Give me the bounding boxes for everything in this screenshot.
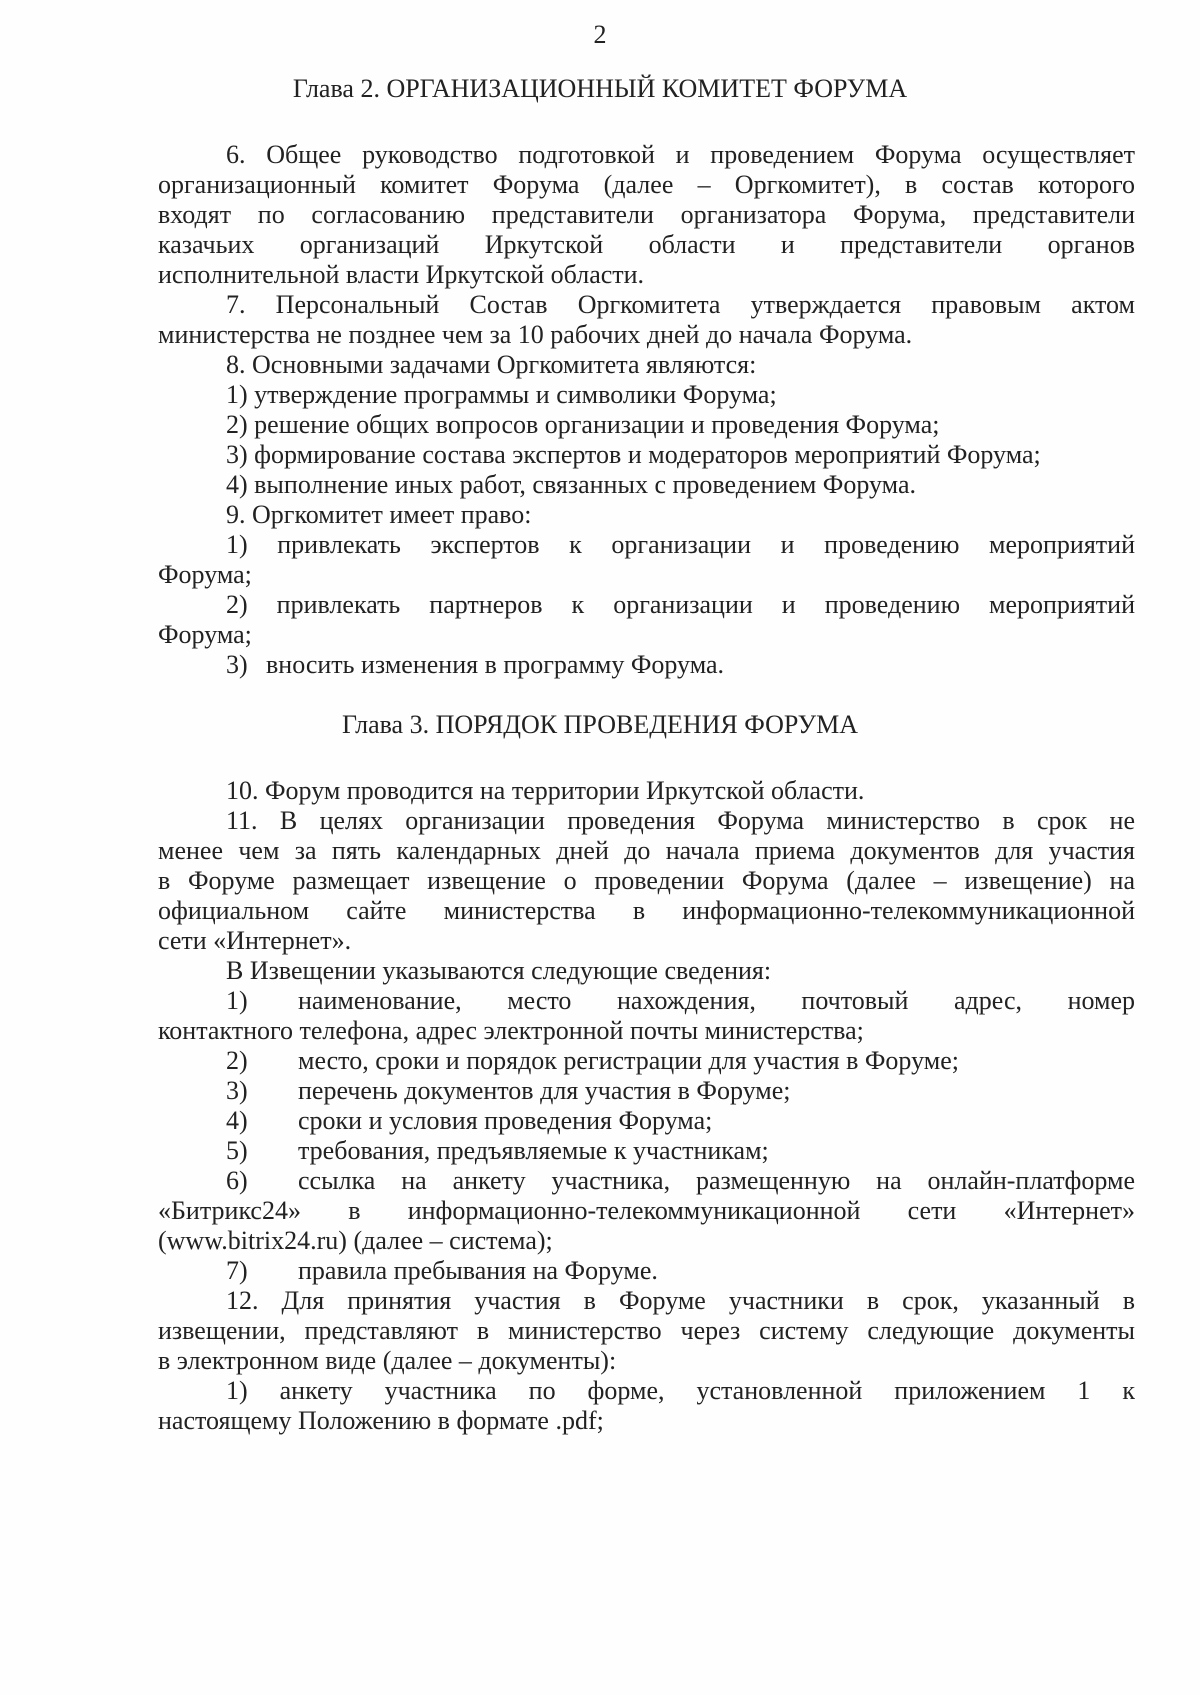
- paragraph-8-item-2: 2) решение общих вопросов организации и проведения Форума;: [226, 410, 940, 439]
- chapter-2-title: Глава 2. ОРГАНИЗАЦИОННЫЙ КОМИТЕТ ФОРУМА: [292, 74, 908, 103]
- paragraph-9-item-3-number: 3): [226, 650, 248, 679]
- notice-item-7-number: 7): [226, 1256, 248, 1285]
- paragraph-12-line-3: в электронном виде (далее – документы):: [158, 1346, 617, 1375]
- notice-item-7: [226, 1256, 1135, 1286]
- page-number: 2: [593, 20, 607, 49]
- paragraph-6-line-3: входят по согласованию представители организатора Форума, представители: [158, 200, 1135, 229]
- notice-item-5-number: 5): [226, 1136, 248, 1165]
- notice-item-1-number: 1): [226, 986, 248, 1015]
- paragraph-6-line-5: исполнительной власти Иркутской области.: [158, 260, 645, 289]
- notice-item-3-number: 3): [226, 1076, 248, 1105]
- notice-item-6-line-3: (www.bitrix24.ru) (далее – система);: [158, 1226, 553, 1255]
- notice-item-2: [226, 1046, 1135, 1076]
- paragraph-7-line-1: 7. Персональный Состав Оргкомитета утверждается правовым актом: [226, 290, 1135, 319]
- notice-intro: В Извещении указываются следующие сведения:: [226, 956, 772, 985]
- notice-item-4: [226, 1106, 1135, 1136]
- notice-item-1-text: наименование, место нахождения, почтовый адрес, номер: [298, 986, 1135, 1015]
- notice-item-5-text: требования, предъявляемые к участникам;: [298, 1136, 769, 1165]
- notice-item-6-line-2: «Битрикс24» в информационно-телекоммуникационной сети «Интернет»: [158, 1196, 1135, 1225]
- paragraph-11-line-1: 11. В целях организации проведения Форума министерство в срок не: [226, 806, 1135, 835]
- paragraph-12-item-1-line-1: 1) анкету участника по форме, установленной приложением 1 к: [226, 1376, 1135, 1405]
- paragraph-11-line-3: в Форуме размещает извещение о проведении Форума (далее – извещение) на: [158, 866, 1135, 895]
- notice-item-7-text: правила пребывания на Форуме.: [298, 1256, 658, 1285]
- notice-item-3-text: перечень документов для участия в Форуме;: [298, 1076, 791, 1105]
- paragraph-11-line-4: официальном сайте министерства в информационно-телекоммуникационной: [158, 896, 1135, 925]
- notice-item-1-line-1: [226, 986, 1135, 1016]
- paragraph-12-line-1: 12. Для принятия участия в Форуме участники в срок, указанный в: [226, 1286, 1135, 1315]
- paragraph-11-line-5: сети «Интернет».: [158, 926, 352, 955]
- paragraph-6-line-4: казачьих организаций Иркутской области и представители органов: [158, 230, 1135, 259]
- paragraph-9-item-3: [226, 650, 1135, 680]
- paragraph-9: 9. Оргкомитет имеет право:: [226, 500, 532, 529]
- paragraph-10: 10. Форум проводится на территории Иркутской области.: [226, 776, 865, 805]
- paragraph-7-line-2: министерства не позднее чем за 10 рабочих дней до начала Форума.: [158, 320, 913, 349]
- notice-item-2-number: 2): [226, 1046, 248, 1075]
- notice-item-3: [226, 1076, 1135, 1106]
- notice-item-6-line-1: [226, 1166, 1135, 1196]
- paragraph-9-item-1-line-2: Форума;: [158, 560, 252, 589]
- paragraph-12-line-2: извещении, представляют в министерство через систему следующие документы: [158, 1316, 1135, 1345]
- chapter-3-title: Глава 3. ПОРЯДОК ПРОВЕДЕНИЯ ФОРУМА: [342, 710, 858, 739]
- paragraph-8-item-3: 3) формирование состава экспертов и модераторов мероприятий Форума;: [226, 440, 1041, 469]
- paragraph-9-item-1-line-1: 1) привлекать экспертов к организации и проведению мероприятий: [226, 530, 1135, 559]
- notice-item-6-text: ссылка на анкету участника, размещенную на онлайн-платформе: [298, 1166, 1135, 1195]
- paragraph-8-item-1: 1) утверждение программы и символики Форума;: [226, 380, 777, 409]
- paragraph-8: 8. Основными задачами Оргкомитета являются:: [226, 350, 757, 379]
- notice-item-4-number: 4): [226, 1106, 248, 1135]
- paragraph-8-item-4: 4) выполнение иных работ, связанных с проведением Форума.: [226, 470, 916, 499]
- paragraph-6-line-2: организационный комитет Форума (далее – Оргкомитет), в состав которого: [158, 170, 1135, 199]
- paragraph-9-item-3-text: вносить изменения в программу Форума.: [266, 650, 725, 679]
- notice-item-5: [226, 1136, 1135, 1166]
- notice-item-4-text: сроки и условия проведения Форума;: [298, 1106, 713, 1135]
- paragraph-11-line-2: менее чем за пять календарных дней до начала приема документов для участия: [158, 836, 1135, 865]
- paragraph-9-item-2-line-1: 2) привлекать партнеров к организации и проведению мероприятий: [226, 590, 1135, 619]
- notice-item-6-number: 6): [226, 1166, 248, 1195]
- paragraph-9-item-2-line-2: Форума;: [158, 620, 252, 649]
- notice-item-1-line-2: контактного телефона, адрес электронной почты министерства;: [158, 1016, 864, 1045]
- notice-item-2-text: место, сроки и порядок регистрации для участия в Форуме;: [298, 1046, 959, 1075]
- paragraph-6-line-1: 6. Общее руководство подготовкой и проведением Форума осуществляет: [226, 140, 1135, 169]
- paragraph-12-item-1-line-2: настоящему Положению в формате .pdf;: [158, 1406, 604, 1435]
